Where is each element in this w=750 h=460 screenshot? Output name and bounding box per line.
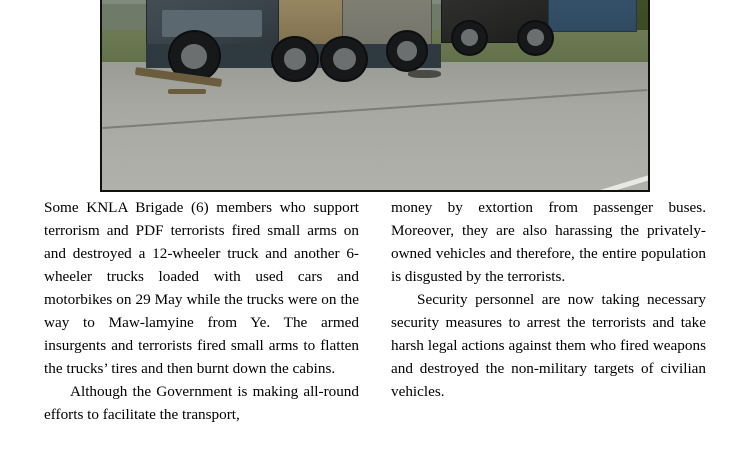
news-photo [100, 0, 650, 192]
paragraph: Security personnel are now taking necessary security measures to arrest the terrorists and take harsh legal actions against them who fired weapons and destroyed the non-military targets of civilian vehicles. [391, 291, 706, 400]
article-columns [44, 196, 706, 426]
photo-debris-fragment [408, 70, 441, 78]
photo-truck-wheel [386, 30, 428, 71]
photo-truck-blue-container [548, 0, 637, 32]
photo-truck-wheel [451, 20, 488, 56]
paragraph: money by extortion from passenger buses. Moreover, they are also harassing the privately-owned vehicles and therefore, the entire population is disgusted by the terrorists. [391, 199, 706, 285]
photo-debris-fragment [168, 89, 206, 94]
paragraph: Although the Government is making all-round efforts to facilitate the transport, [44, 383, 359, 423]
photo-truck-wheel [271, 36, 319, 83]
article-column-right [391, 196, 706, 426]
paragraph: Some KNLA Brigade (6) members who support terrorism and PDF terrorists fired small arms on and destroyed a 12-wheeler truck and another 6-wheeler trucks loaded with used cars and motorbikes on 29 May while the trucks were on the way to Maw-lamyine from Ye. The armed insurgents and terrorists fired small arms to flatten the trucks’ tires and then burnt down the cabins. [44, 199, 359, 377]
photo-canvas [102, 0, 648, 190]
photo-truck-grille [162, 10, 262, 38]
photo-truck-wheel [320, 36, 368, 83]
article-column-left [44, 196, 359, 426]
photo-truck-wheel [517, 20, 554, 56]
